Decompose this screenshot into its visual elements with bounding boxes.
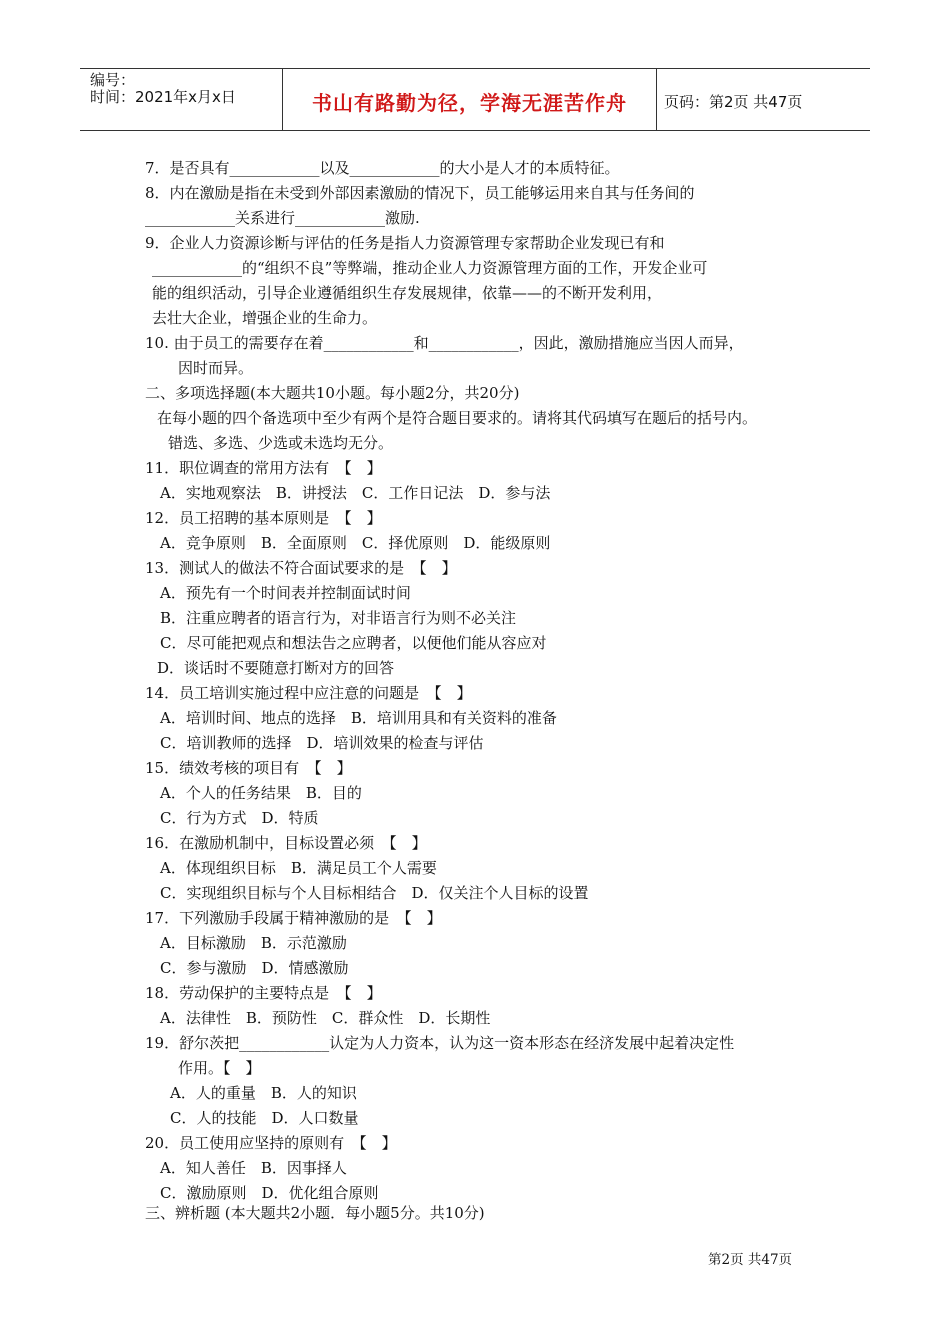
section-heading: 二、多项选择题(本大题共10小题。每小题2分，共20分) xyxy=(145,384,520,402)
question-line: 因时而异。 xyxy=(178,359,254,377)
question-line: 14．员工培训实施过程中应注意的问题是 【 】 xyxy=(145,684,472,702)
option-line: A．体现组织目标 B．满足员工个人需要 xyxy=(160,859,437,877)
question-line: 17．下列激励手段属于精神激励的是 【 】 xyxy=(145,909,442,927)
question-line: 10. 由于员工的需要存在着____________和____________，因此，激励措施应当因人而异， xyxy=(145,334,744,352)
option-line: B．注重应聘者的语言行为，对非语言行为则不必关注 xyxy=(160,609,517,627)
option-line: A．目标激励 B．示范激励 xyxy=(160,934,347,952)
option-line: C．培训教师的选择 D．培训效果的检查与评估 xyxy=(160,734,484,752)
header-meta-cell xyxy=(80,69,282,130)
question-line: 12．员工招聘的基本原则是 【 】 xyxy=(145,509,382,527)
question-line: ____________关系进行____________激励. xyxy=(145,209,420,227)
document-date-label: 时间：2021年x月x日 xyxy=(90,88,236,106)
option-line: A．预先有一个时间表并控制面试时间 xyxy=(160,584,411,602)
header-page-cell xyxy=(656,69,870,130)
header-motto-cell xyxy=(282,69,657,130)
question-line: ____________的“组织不良”等弊端，推动企业人力资源管理方面的工作，开发企业可 xyxy=(152,259,708,277)
option-line: C．激励原则 D．优化组合原则 xyxy=(160,1184,379,1202)
option-line: A．培训时间、地点的选择 B．培训用具和有关资料的准备 xyxy=(160,709,557,727)
question-line: 18．劳动保护的主要特点是 【 】 xyxy=(145,984,382,1002)
question-line: 7．是否具有____________以及____________的大小是人才的本质特征。 xyxy=(145,159,620,177)
question-line: 15．绩效考核的项目有 【 】 xyxy=(145,759,352,777)
option-line: C．参与激励 D．情感激励 xyxy=(160,959,349,977)
section-instruction: 错选、多选、少选或未选均无分。 xyxy=(168,434,394,452)
question-line: 去壮大企业，增强企业的生命力。 xyxy=(152,309,378,327)
option-line: A．竞争原则 B．全面原则 C．择优原则 D．能级原则 xyxy=(160,534,551,552)
document-number-label: 编号： xyxy=(90,71,136,89)
option-line: D．谈话时不要随意打断对方的回答 xyxy=(157,659,395,677)
option-line: C．实现组织目标与个人目标相结合 D．仅关注个人目标的设置 xyxy=(160,884,589,902)
header-motto: 书山有路勤为径，学海无涯苦作舟 xyxy=(312,91,627,115)
option-line: A．法律性 B．预防性 C．群众性 D．长期性 xyxy=(160,1009,491,1027)
option-line: A．个人的任务结果 B．目的 xyxy=(160,784,362,802)
option-line: C．行为方式 D．特质 xyxy=(160,809,319,827)
question-line: 11．职位调查的常用方法有 【 】 xyxy=(145,459,382,477)
section-heading: 三、辨析题 (本大题共2小题．每小题5分。共10分) xyxy=(145,1204,485,1222)
question-line: 20．员工使用应坚持的原则有 【 】 xyxy=(145,1134,397,1152)
option-line: A．知人善任 B．因事择人 xyxy=(160,1159,347,1177)
page-header xyxy=(80,68,870,131)
question-line: 16．在激励机制中，目标设置必须 【 】 xyxy=(145,834,427,852)
header-page-number: 页码：第2页 共47页 xyxy=(664,93,803,111)
question-line: 9．企业人力资源诊断与评估的任务是指人力资源管理专家帮助企业发现已有和 xyxy=(145,234,665,252)
question-line: 13．测试人的做法不符合面试要求的是 【 】 xyxy=(145,559,457,577)
page-footer: 第2页 共47页 xyxy=(708,1252,793,1268)
option-line: A．人的重量 B．人的知识 xyxy=(170,1084,357,1102)
option-line: C．人的技能 D．人口数量 xyxy=(170,1109,359,1127)
question-line: 作用。【 】 xyxy=(178,1059,261,1077)
question-line: 19．舒尔茨把____________认定为人力资本，认为这一资本形态在经济发展中起着决定性 xyxy=(145,1034,735,1052)
question-line: 能的组织活动，引导企业遵循组织生存发展规律，依靠——的不断开发利用， xyxy=(152,284,663,302)
question-line: 8．内在激励是指在未受到外部因素激励的情况下，员工能够运用来自其与任务间的 xyxy=(145,184,695,202)
option-line: A．实地观察法 B．讲授法 C．工作日记法 D．参与法 xyxy=(160,484,551,502)
section-instruction: 在每小题的四个备选项中至少有两个是符合题目要求的。请将其代码填写在题后的括号内。 xyxy=(157,409,758,427)
option-line: C．尽可能把观点和想法告之应聘者，以便他们能从容应对 xyxy=(160,634,547,652)
